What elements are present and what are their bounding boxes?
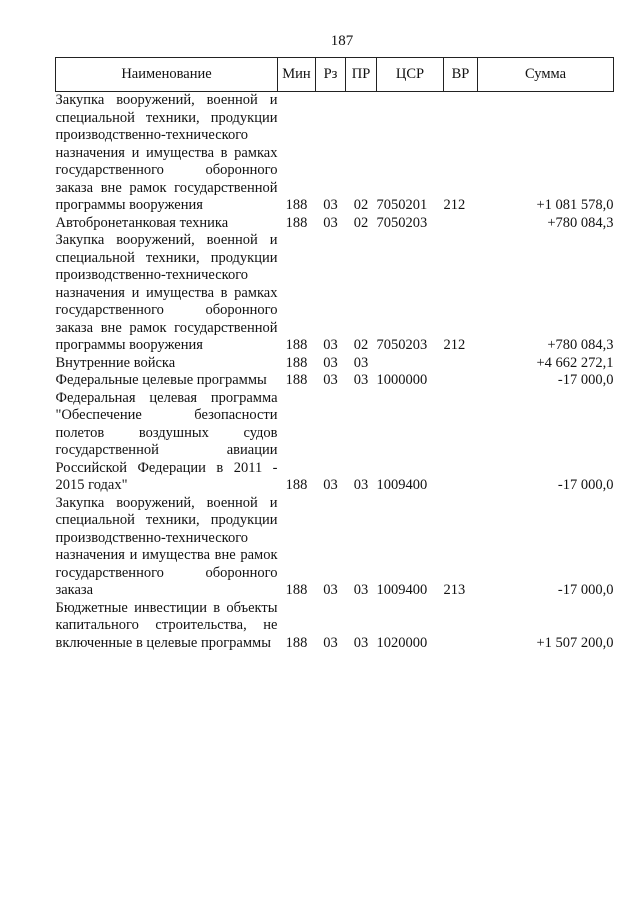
row-rz: 03 [323, 372, 338, 388]
row-sum: +4 662 272,1 [536, 354, 614, 371]
row-pr: 02 [353, 197, 369, 213]
row-csr: 1000000 [376, 372, 428, 388]
row-sum: +1 507 200,0 [536, 634, 614, 651]
row-rz: 03 [323, 582, 338, 598]
row-name: Закупка вооружений, военной и специальной техники, продукции производственно-технического назначения и имущества вне рамок государственного оборонного заказа [55, 494, 278, 598]
row-pr: 03 [353, 372, 369, 388]
row-sum: -17 000,0 [557, 477, 614, 493]
row-rz: 03 [323, 197, 338, 213]
row-pr: 03 [353, 477, 369, 493]
row-sum: +780 084,3 [547, 337, 614, 353]
row-rz: 03 [323, 477, 338, 493]
row-csr: 1009400 [376, 477, 428, 493]
row-name: Закупка вооружений, военной и специальной техники, продукции производственно-технического назначения и имущества в рамках государственного оборонного заказа вне рамок государственной программы вооружения [55, 232, 278, 353]
row-rz: 03 [323, 634, 338, 651]
row-vr: 212 [443, 197, 466, 213]
header-min: Мин [278, 58, 316, 92]
row-rz: 03 [323, 354, 338, 371]
row-sum: -17 000,0 [557, 582, 614, 598]
table-row [56, 495, 614, 600]
table-row [56, 390, 614, 495]
budget-table [55, 57, 614, 652]
header-rz: Рз [316, 58, 346, 92]
header-name: Наименование [56, 58, 278, 92]
row-csr: 1020000 [376, 634, 428, 651]
table-row [56, 600, 614, 653]
row-rz: 03 [323, 337, 338, 353]
row-vr [444, 600, 478, 653]
row-sum: -17 000,0 [557, 372, 614, 388]
row-name: Закупка вооружений, военной и специальной техники, продукции производственно-технического назначения и имущества в рамках государственного оборонного заказа вне рамок государственной программы вооружения [55, 92, 278, 213]
page-number: 187 [330, 33, 354, 49]
row-pr: 03 [353, 634, 369, 651]
header-vr: ВР [444, 58, 478, 92]
row-vr [444, 372, 478, 390]
row-min: 188 [285, 214, 308, 231]
row-min: 188 [285, 477, 308, 493]
row-min: 188 [285, 337, 308, 353]
table-row [56, 355, 614, 373]
row-csr: 7050201 [376, 197, 428, 213]
row-csr: 7050203 [376, 337, 428, 353]
row-min: 188 [285, 372, 308, 388]
row-sum: +780 084,3 [547, 214, 614, 231]
table-row [56, 215, 614, 233]
header-csr: ЦСР [377, 58, 444, 92]
row-rz: 03 [323, 214, 338, 231]
row-vr [444, 215, 478, 233]
row-name: Бюджетные инвестиции в объекты капитального строительства, не включенные в целевые программы [55, 599, 278, 651]
row-vr: 212 [443, 337, 466, 353]
table-row [56, 92, 614, 215]
row-sum: +1 081 578,0 [536, 197, 614, 213]
row-pr: 02 [353, 214, 369, 231]
row-min: 188 [285, 582, 308, 598]
row-name: Автобронетанковая техника [55, 214, 229, 231]
row-pr: 03 [353, 582, 369, 598]
header-pr: ПР [346, 58, 377, 92]
row-name: Федеральная целевая программа "Обеспечение безопасности полетов воздушных судов государственной авиации Российской Федерации в 2011 - 2015 годах" [55, 389, 278, 493]
header-sum: Сумма [478, 58, 614, 92]
table-header-row [56, 58, 614, 92]
row-csr: 1009400 [376, 582, 428, 598]
row-pr: 02 [353, 337, 369, 353]
row-min: 188 [285, 634, 308, 651]
row-min: 188 [285, 197, 308, 213]
row-csr: 7050203 [376, 214, 428, 231]
row-name: Внутренние войска [55, 354, 176, 371]
row-vr [444, 355, 478, 373]
row-pr: 03 [353, 354, 369, 371]
table-row [56, 372, 614, 390]
row-vr [444, 390, 478, 495]
row-name: Федеральные целевые программы [55, 372, 267, 388]
row-vr: 213 [443, 582, 466, 598]
row-min: 188 [285, 354, 308, 371]
table-row [56, 232, 614, 355]
row-csr [377, 355, 444, 373]
